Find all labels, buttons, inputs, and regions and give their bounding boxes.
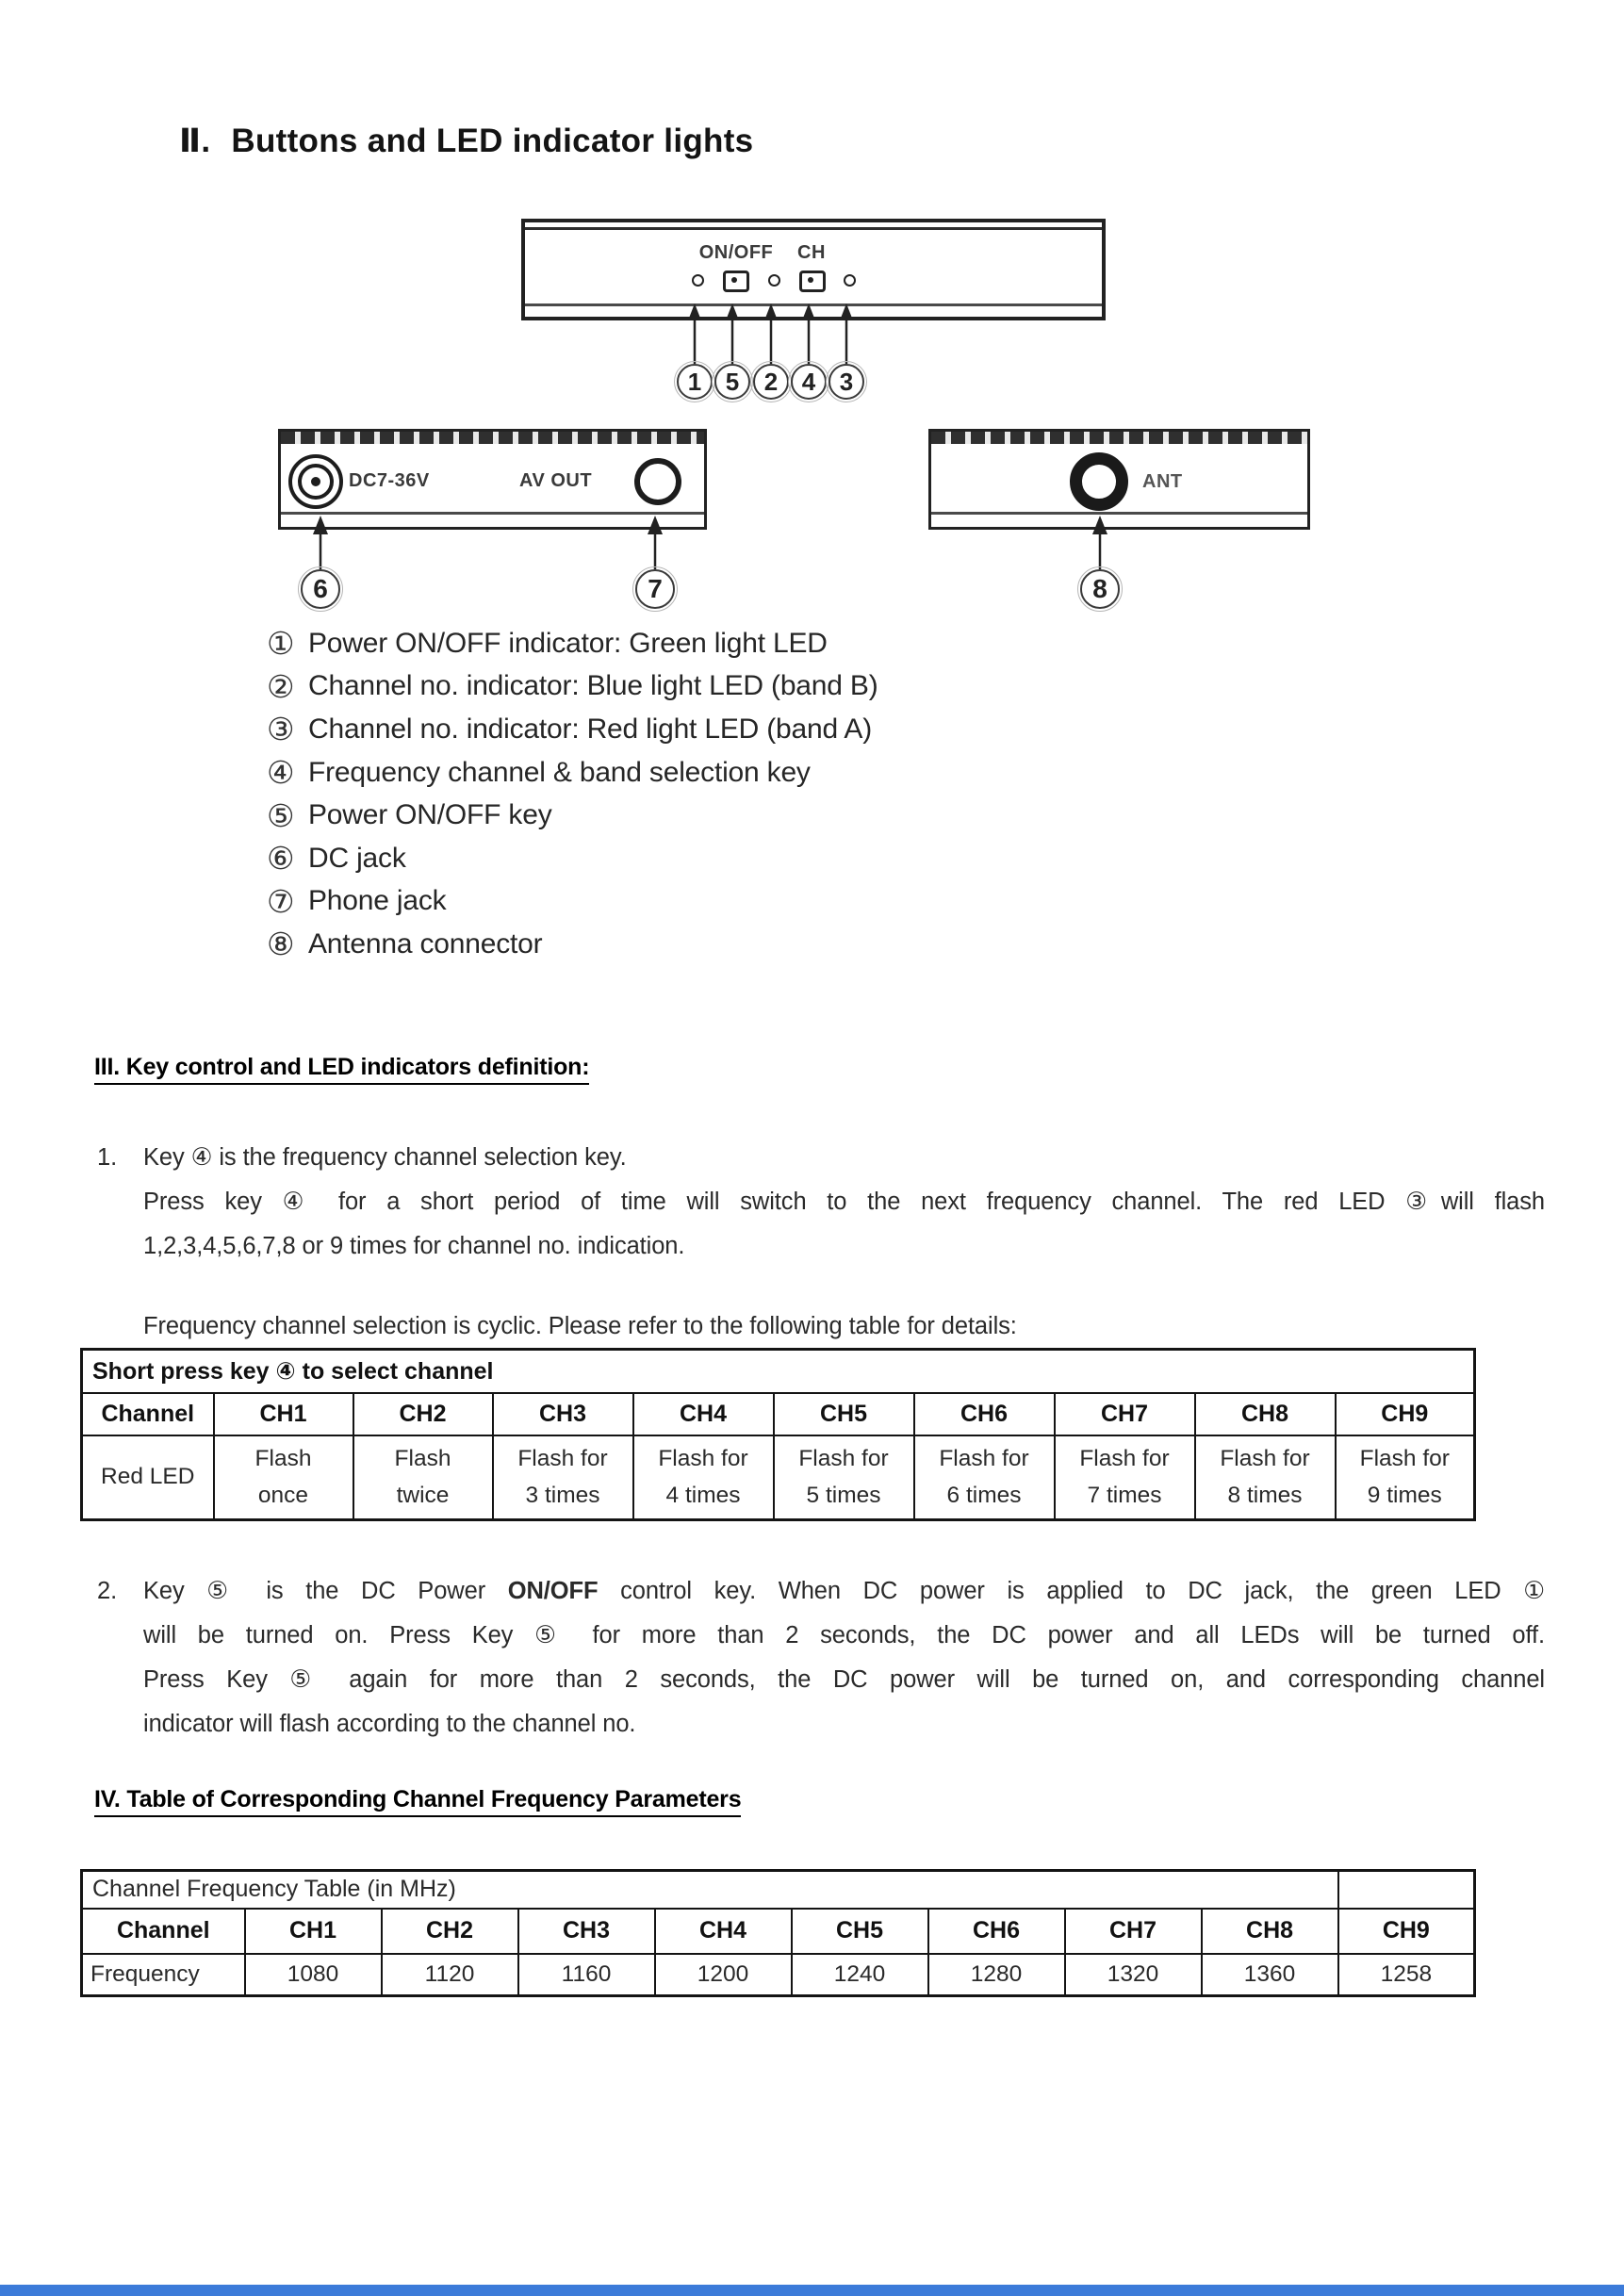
frequency-cell: 1080 <box>245 1954 382 1996</box>
body-line: Press key ④ for a short period of time will switch to the next frequency channel. The red LED ③will flash <box>143 1189 1545 1215</box>
row-label: Red LED <box>82 1435 214 1520</box>
circled-number: ⑤ <box>267 797 295 833</box>
legend-text: DC jack <box>308 842 406 874</box>
callout-5: 5 <box>714 364 750 400</box>
table-cell: Flash for 4 times <box>633 1435 774 1520</box>
legend-text: Power ON/OFF indicator: Green light LED <box>308 627 828 659</box>
frequency-cell: 1360 <box>1202 1954 1338 1996</box>
table-caption: Channel Frequency Table (in MHz) <box>82 1871 1338 1909</box>
callout-7: 7 <box>635 569 675 609</box>
table-header-row <box>82 1393 1475 1435</box>
callout-8: 8 <box>1080 569 1120 609</box>
table-cell: Flash for 9 times <box>1336 1435 1475 1520</box>
circled-number: ① <box>267 626 295 662</box>
body-line: indicator will flash according to the channel no. <box>143 1711 636 1737</box>
col-header: CH9 <box>1338 1909 1475 1954</box>
col-header: CH5 <box>774 1393 914 1435</box>
body-line: 1,2,3,4,5,6,7,8 or 9 times for channel no. indication. <box>143 1233 685 1259</box>
frequency-cell: 1120 <box>382 1954 518 1996</box>
frequency-cell: 1160 <box>518 1954 655 1996</box>
col-header: CH5 <box>792 1909 928 1954</box>
frequency-cell: 1200 <box>655 1954 792 1996</box>
circled-number: ② <box>267 668 295 704</box>
col-header: CH9 <box>1336 1393 1475 1435</box>
on-off-bold: ON/OFF <box>507 1578 599 1604</box>
col-header: CH8 <box>1195 1393 1336 1435</box>
col-header: CH4 <box>633 1393 774 1435</box>
legend-item-6 <box>267 837 878 880</box>
legend-item-5 <box>267 794 878 837</box>
on-off-label: ON/OFF <box>698 242 774 263</box>
frequency-cell: 1320 <box>1065 1954 1202 1996</box>
col-header: CH1 <box>214 1393 353 1435</box>
legend-item-2 <box>267 665 878 709</box>
section-3-heading: III. Key control and LED indicators definition: <box>94 1054 589 1085</box>
body-line: Key ⑤ is the DC Power ON/OFF control key. When DC power is applied to DC jack, the green LED ① <box>143 1578 1545 1604</box>
paragraph-key4 <box>97 1136 1545 1269</box>
legend-text: Frequency channel & band selection key <box>308 756 811 788</box>
table-intro-note: Frequency channel selection is cyclic. Please refer to the following table for details: <box>143 1313 1017 1339</box>
circled-number: ⑦ <box>267 883 295 919</box>
paragraph-key5 <box>97 1569 1545 1747</box>
list-marker: 2. <box>97 1578 118 1604</box>
body-line: will be turned on. Press Key ⑤ for more than 2 seconds, the DC power and all LEDs will be turned off. <box>143 1622 1545 1648</box>
callout-6: 6 <box>301 569 340 609</box>
col-header: Channel <box>82 1909 245 1954</box>
ch-label: CH <box>797 242 826 263</box>
circled-number: ⑥ <box>267 841 295 877</box>
callout-3: 3 <box>828 364 864 400</box>
col-header: CH3 <box>493 1393 633 1435</box>
table-cell: Flash for 6 times <box>914 1435 1055 1520</box>
circled-number: ⑧ <box>267 927 295 962</box>
legend-text: Phone jack <box>308 885 447 917</box>
section-title-text: Buttons and LED indicator lights <box>231 123 754 159</box>
col-header: CH6 <box>914 1393 1055 1435</box>
table-caption: Short press key ④ to select channel <box>82 1350 1475 1393</box>
legend-text: Channel no. indicator: Red light LED (band A) <box>308 713 873 745</box>
table-header-row <box>82 1909 1475 1954</box>
col-header: CH2 <box>353 1393 493 1435</box>
legend-item-1 <box>267 622 878 665</box>
ant-label: ANT <box>1142 471 1183 492</box>
table-cell: Flash twice <box>353 1435 493 1520</box>
table-cell: Flash once <box>214 1435 353 1520</box>
table-cell: Flash for 3 times <box>493 1435 633 1520</box>
channel-select-table <box>80 1348 1476 1521</box>
col-header: CH2 <box>382 1909 518 1954</box>
frequency-cell: 1258 <box>1338 1954 1475 1996</box>
circled-number: ③ <box>267 712 295 747</box>
col-header: CH6 <box>928 1909 1065 1954</box>
col-header: CH7 <box>1055 1393 1195 1435</box>
callout-4: 4 <box>791 364 827 400</box>
page-title <box>179 123 753 160</box>
legend-text: Antenna connector <box>308 927 543 959</box>
table-cell: Flash for 8 times <box>1195 1435 1336 1520</box>
table-row <box>82 1954 1475 1996</box>
frequency-cell: 1240 <box>792 1954 928 1996</box>
empty-header-cell <box>1338 1871 1475 1909</box>
channel-frequency-table <box>80 1869 1476 1997</box>
col-header: CH3 <box>518 1909 655 1954</box>
component-legend <box>267 622 878 966</box>
section-numeral: Ⅱ. <box>179 123 211 159</box>
section-4-heading: IV. Table of Corresponding Channel Frequency Parameters <box>94 1786 741 1817</box>
bottom-edge-bar <box>0 2285 1624 2296</box>
legend-text: Power ON/OFF key <box>308 799 552 831</box>
col-header: CH8 <box>1202 1909 1338 1954</box>
list-marker: 1. <box>97 1144 118 1171</box>
device-diagrams <box>0 212 1624 631</box>
legend-item-3 <box>267 708 878 751</box>
legend-text: Channel no. indicator: Blue light LED (band B) <box>308 670 878 702</box>
col-header: CH4 <box>655 1909 792 1954</box>
callout-arrows <box>0 212 1624 631</box>
av-out-label: AV OUT <box>519 470 593 491</box>
callout-1: 1 <box>677 364 713 400</box>
legend-item-7 <box>267 880 878 924</box>
body-line: Press Key ⑤ again for more than 2 seconds, the DC power will be turned on, and corresponding channel <box>143 1666 1545 1693</box>
col-header: Channel <box>82 1393 214 1435</box>
table-cell: Flash for 5 times <box>774 1435 914 1520</box>
table-cell: Flash for 7 times <box>1055 1435 1195 1520</box>
table-row <box>82 1435 1475 1520</box>
circled-number: ④ <box>267 755 295 791</box>
dc-voltage-label: DC7-36V <box>349 470 430 491</box>
legend-item-4 <box>267 751 878 795</box>
callout-2: 2 <box>753 364 789 400</box>
legend-item-8 <box>267 923 878 966</box>
col-header: CH1 <box>245 1909 382 1954</box>
frequency-cell: 1280 <box>928 1954 1065 1996</box>
col-header: CH7 <box>1065 1909 1202 1954</box>
row-label: Frequency <box>82 1954 245 1996</box>
body-line: Key ④ is the frequency channel selection key. <box>143 1144 627 1171</box>
